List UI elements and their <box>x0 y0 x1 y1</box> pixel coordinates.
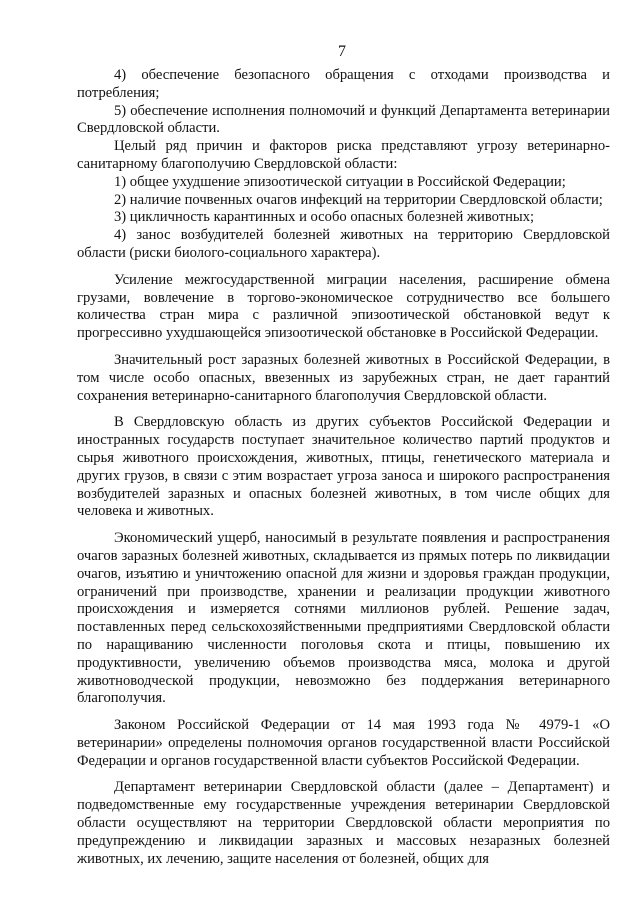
document-body <box>77 67 610 868</box>
paragraph-migration: Усиление межгосударственной миграции населения, расширение обмена грузами, вовлечение в торгово-экономическое сотрудничество все большего количества стран мира с различной эпизоотической обстановкой ведут к прогрессивно ухудшающейся эпизоотической обстановке в Российской Федерации. <box>77 271 610 342</box>
paragraph-gap <box>77 405 610 414</box>
paragraph-gap <box>77 708 610 717</box>
paragraph-disease-growth: Значительный рост заразных болезней животных в Российской Федерации, в том числе особо опасных, ввезенных из зарубежных стран, не дает гарантий сохранения ветеринарно-санитарного благополучия Свердловской области. <box>77 351 610 404</box>
list-item-pathogen-import: 4) занос возбудителей болезней животных на территорию Свердловской области (риски биолого-социального характера). <box>77 227 610 261</box>
paragraph-gap <box>77 521 610 530</box>
list-item-quarantine-cyclicity: 3) цикличность карантинных и особо опасных болезней животных; <box>114 209 535 226</box>
paragraph-economic-damage: Экономический ущерб, наносимый в результате появления и распространения очагов заразных болезней животных, складывается из прямых потерь по ликвидации очагов, изъятию и уничтожению опасной для жизни и здоровья граждан продукции, ограничений при производстве, хранении и реализации продукции животного происхождения и измеряется сотнями миллионов рублей. Решение задач, поставленных перед сельскохозяйственными предприятиями Свердловской области по наращиванию численности поголовья скота и птицы, повышению их продуктивности, увеличению объемов производства мяса, молока и другой животноводческой продукции, невозможно без поддержания ветеринарного благополучия. <box>77 530 610 707</box>
paragraph-gap <box>77 263 610 272</box>
list-item-department-functions: 5) обеспечение исполнения полномочий и функций Департамента ветеринарии Свердловской области. <box>77 102 610 137</box>
paragraph-risk-factors-intro: Целый ряд причин и факторов риска представляют угрозу ветеринарно-санитарному благополучию Свердловской области: <box>77 138 610 172</box>
list-item-epizootic-situation: 1) общее ухудшение эпизоотической ситуации в Российской Федерации; <box>114 173 566 190</box>
list-item-safe-waste-handling: 4) обеспечение безопасного обращения с отходами производства и потребления; <box>77 67 610 101</box>
paragraph-imports: В Свердловскую область из других субъектов Российской Федерации и иностранных государств поступает значительное количество партий продуктов и сырья животного происхождения, животных, птицы, генетического материала и других грузов, в связи с этим возрастает угроза заноса и широкого распространения возбудителей заразных и опасных болезней животных, в том числе общих для человека и животных. <box>77 414 610 520</box>
list-item-soil-foci: 2) наличие почвенных очагов инфекций на территории Свердловской области; <box>114 191 603 208</box>
paragraph-veterinary-law: Законом Российской Федерации от 14 мая 1993 года № 4979-1 «О ветеринарии» определены полномочия органов государственной власти Российской Федерации и органов государственной власти субъектов Российской Федерации. <box>77 717 610 769</box>
page-number: 7 <box>338 43 346 60</box>
paragraph-department-activities: Департамент ветеринарии Свердловской области (далее – Департамент) и подведомственные ему государственные учреждения ветеринарии Свердловской области осуществляют на территории Свердловской области мероприятия по предупреждению и ликвидации заразных и массовых незаразных болезней животных, их лечению, защите населения от болезней, общих для <box>77 779 610 867</box>
paragraph-gap <box>77 343 610 352</box>
paragraph-gap <box>77 770 610 779</box>
